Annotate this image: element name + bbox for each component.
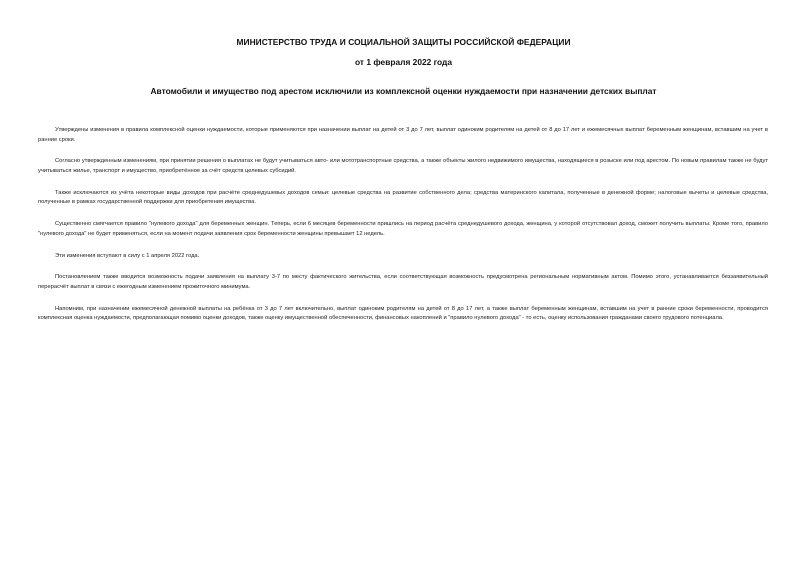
paragraph: Существенно смягчается правило "нулевого дохода" для беременных женщин. Теперь, если 6 месяцев беременности пришлись на период расчёта среднедушевого дохода, женщина, у которой отсутствовал доход, сможет получить выплаты. Кроме того, правило "нулевого дохода" не будет применяться, если на момент подачи заявления срок беременности женщины превышает 12 недель. (38, 221, 768, 237)
document-date: от 1 февраля 2022 года (355, 57, 452, 67)
paragraph: Эти изменения вступают в силу с 1 апреля 2022 года. (55, 252, 200, 259)
document-body (38, 126, 768, 336)
paragraph: Постановлением также вводится возможность подачи заявления на выплату 3-7 по месту фактического жительства, если соответствующая возможность предусмотрена региональным нормативным актом. Помимо этого, устанавливается беззаявительный перерасчёт выплат в связи с ежегодным изменением прожиточного минимума. (38, 274, 768, 290)
paragraph: Утверждены изменения в правила комплексной оценки нуждаемости, которые применяются при назначении выплат на детей от 3 до 7 лет, выплат одиноким родителям на детей от 8 до 17 лет и ежемесячных выплат беременным женщинам, вставшим на учет в ранние сроки. (38, 127, 768, 143)
paragraph: Согласно утвержденным изменениям, при принятии решения о выплатах не будут учитываться авто- или мототранспортные средства, а также объекты жилого недвижимого имущества, находящиеся в розыске или под арестом. По новым правилам также не будут учитываться жилье, транспорт и имущество, приобретённое за счёт средств целевых субсидий. (38, 158, 768, 174)
paragraph: Напомним, при назначении ежемесячной денежной выплаты на ребёнка от 3 до 7 лет включительно, выплат одиноким родителям на детей от 8 до 17 лет, а также выплат беременным женщинам, вставшим на учет в ранние сроки беременности, проводится комплексная оценка нуждаемости, предполагающая помимо оценки доходов, также оценку имущественной обеспеченности, финансовых накоплений и "правило нулевого дохода" - то есть, оценку использования гражданами своего трудового потенциала. (38, 305, 768, 322)
paragraph: Также исключаются из учёта некоторые виды доходов при расчёте среднедушевых доходов семьи: целевые средства на развитие собственного дела; средства материнского капитала, полученные в денежной форме; налоговые вычеты и целевые средства, полученные в рамках государственной поддержки для приобретения имущества. (38, 189, 768, 206)
ministry-title: МИНИСТЕРСТВО ТРУДА И СОЦИАЛЬНОЙ ЗАЩИТЫ РОССИЙСКОЙ ФЕДЕРАЦИИ (236, 37, 571, 47)
document-headline: Автомобили и имущество под арестом исключили из комплексной оценки нуждаемости при назначении детских выплат (150, 86, 657, 96)
